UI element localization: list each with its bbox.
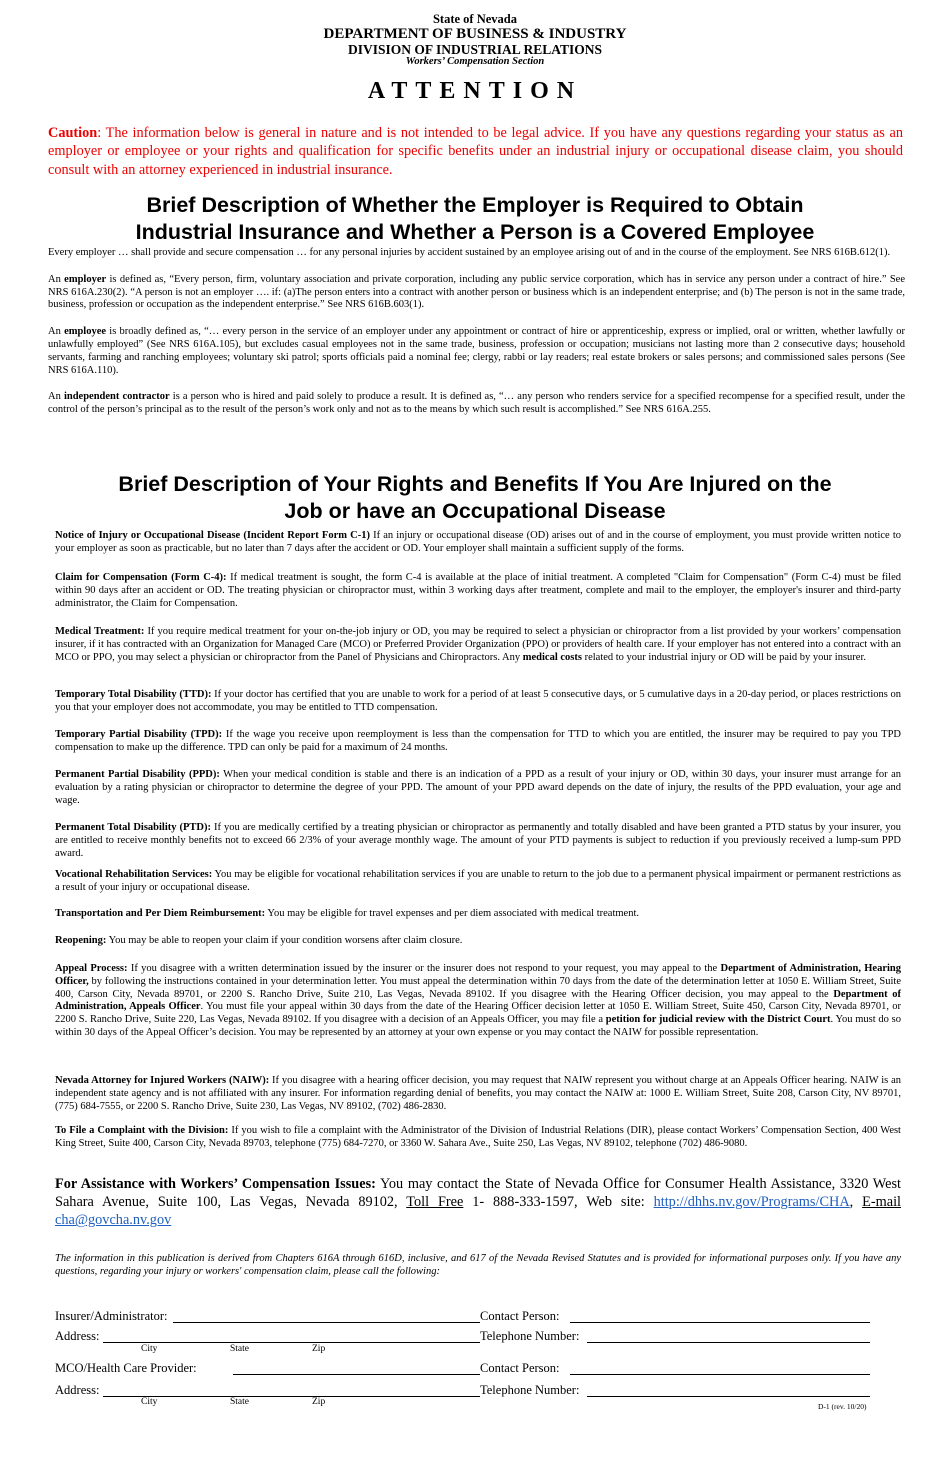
telephone-field-1[interactable] (587, 1342, 870, 1343)
employee-definition-paragraph: An employee is broadly defined as, “… every person in the service of an employer under any appointment or contract of hire or apprenticeship, express or implied, oral or written, whether lawfully or unlawfully employed” (See NRS 616A.105), but excludes casual employees not in the same trade, business, profession or occupation; musicians not lasting more than 2 consecutive days; household servants, farming and ranching employees; voluntary ski patrol; sports officials paid a nominal fee; clergy, rabbi or lay readers; real estate brokers or sales persons; and commissioned sales persons (See NRS 616A.110). (48, 326, 905, 376)
section1-title-line1: Brief Description of Whether the Employer is Required to Obtain (146, 193, 804, 217)
mco-label: MCO/Health Care Provider: (55, 1361, 197, 1375)
vocational-label: Vocational Rehabilitation Services: (55, 869, 213, 880)
state-heading: State of Nevada (432, 12, 517, 26)
employer-requirement-paragraph: Every employer … shall provide and secure compensation … for any personal injuries by accident sustained by an employee arising out of and in the course of the employment. See NRS 616B.612(1). (48, 247, 891, 258)
address-field-2[interactable] (103, 1396, 480, 1397)
appeal-process-paragraph: Appeal Process: If you disagree with a written determination issued by the insurer or the insurer does not respond to your request, you may appeal to the Department of Administration, Hearing Officer, by following the instructions contained in your determination letter. You must appeal the determination within 70 days from the date of the determination letter at 1050 E. William Street, Suite 400, Carson City, Nevada 89701, or 2200 S. Rancho Drive, Suite 210, Las Vegas, Nevada 89102. If you disagree with the Hearing Officer decision, you may appeal to the Department of Administration, Appeals Officer. You must file your appeal within 30 days from the date of the Hearing Officer decision letter at 1050 E. William Street, Suite 450, Carson City, Nevada 89701, or 2200 S. Rancho Drive, Suite 220, Las Vegas, Nevada 89102. If you disagree with a decision of an Appeals Officer, you may file a petition for judicial review with the District Court. You must do so within 30 days of the Appeal Officer’s decision. You may be represented by an attorney at your own expense or you may contact the NAIW for possible representation. (55, 963, 902, 1038)
notice-of-injury-paragraph: Notice of Injury or Occupational Disease (Incident Report Form C-1) If an injury or occupational disease (OD) arises out of and in the course of employment, you must provide written notice to your employer as soon as practicable, but no later than 7 days after the accident or OD. Your employer shall maintain a sufficient supply of the forms. (55, 530, 902, 554)
ppd-label: Permanent Partial Disability (PPD): (55, 769, 220, 780)
department-heading: DEPARTMENT OF BUSINESS & INDUSTRY (323, 26, 627, 42)
insurer-label: Insurer/Administrator: (55, 1309, 168, 1323)
address-row-2 (55, 1382, 870, 1398)
contact-person-field-2[interactable] (570, 1374, 870, 1375)
ppd-paragraph: Permanent Partial Disability (PPD): When your medical condition is stable and there is an indication of a PPD as a result of your injury or OD, within 30 days, your insurer must arrange for an evaluation by a rating physician or chiropractor to determine the degree of your PPD. The amount of your PPD award depends on the date of injury, the results of the PPD evaluation, your age and wage. (55, 769, 901, 806)
notice-label: Notice of Injury or Occupational Disease (Incident Report Form C-1) (55, 530, 370, 541)
medical-treatment-paragraph: Medical Treatment: If you require medical treatment for your on-the-job injury or OD, you may be required to select a physician or chiropractor from a list provided by your workers’ compensation insurer, if it has contracted with an Organization for Managed Care (MCO) or Preferred Provider Organization (PPO) or providers of health care. If your employer has not entered into a contract with an MCO or PPO, you may select a physician or chiropractor from the Panel of Physicians and Chiropractors. Any medical costs related to your industrial injury or OD will be paid by your insurer. (55, 626, 901, 663)
assistance-paragraph: For Assistance with Workers’ Compensation Issues: You may contact the State of Nevada Office for Consumer Health Assistance, 3320 West Sahara Avenue, Suite 100, Las Vegas, Nevada 89102, Toll Free 1- 888-333-1597, Web site: http://dhhs.nv.gov/Programs/CHA, E-mail cha@govcha.nv.gov (55, 1176, 902, 1229)
telephone-label-2: Telephone Number: (480, 1383, 580, 1397)
email-label: E-mail (862, 1194, 902, 1211)
caution-notice (48, 124, 903, 179)
employer-term: employer (64, 273, 107, 285)
mco-field[interactable] (233, 1374, 480, 1375)
section-heading: Workers’ Compensation Section (405, 56, 545, 67)
ttd-paragraph: Temporary Total Disability (TTD): If your doctor has certified that you are unable to work for a period of at least 5 consecutive days, or 5 cumulative days in a 20-day period, or places restrictions on you that your employer does not accommodate, you may be entitled to TTD compensation. (55, 689, 902, 713)
employee-term: employee (64, 326, 107, 338)
transportation-paragraph: Transportation and Per Diem Reimbursement: You may be eligible for travel expenses and per diem associated with medical treatment. (55, 908, 639, 919)
insurer-row (55, 1308, 870, 1324)
claim-paragraph: Claim for Compensation (Form C-4): If medical treatment is sought, the form C-4 is available at the place of initial treatment. A completed "Claim for Compensation" (Form C-4) must be filed within 90 days after an accident or OD. The treating physician or chiropractor must, within 3 working days after treatment, complete and mail to the employer, the employer's insurer and third-party administrator, the Claim for Compensation. (55, 572, 902, 609)
transportation-label: Transportation and Per Diem Reimbursement: (55, 908, 266, 919)
reopening-label: Reopening: (55, 935, 107, 946)
complaint-label: To File a Complaint with the Division: (55, 1125, 229, 1136)
telephone-label-1: Telephone Number: (480, 1329, 580, 1343)
ttd-label: Temporary Total Disability (TTD): (55, 689, 212, 700)
email-link[interactable]: cha@govcha.nv.gov (55, 1212, 172, 1229)
division-heading: DIVISION OF INDUSTRIAL RELATIONS (348, 42, 602, 57)
address-label-2: Address: (55, 1383, 100, 1397)
tpd-paragraph: Temporary Partial Disability (TPD): If the wage you receive upon reemployment is less than the compensation for TTD to which you are entitled, the insurer may be required to pay you TPD compensation to make up the difference. TPD can only be paid for a maximum of 24 months. (55, 729, 901, 753)
employer-definition-paragraph: An employer is defined as, “Every person, firm, voluntary association and private corporation, including any public service corporation, which has in service any person under a contract of hire.” See NRS 616A.230(2). “A person is not an employer …. if: (a)The person enters into a contract with another person or business which is an independent enterprise; and (b) The person is not in the same trade, business, profession or occupation as the independent enterprise.” See NRS 616B.603(1). (48, 273, 905, 311)
appeal-label: Appeal Process: (55, 963, 128, 974)
assistance-label: For Assistance with Workers’ Compensation Issues: (55, 1176, 376, 1192)
form-id: D-1 (rev. 10/20) (818, 1402, 867, 1411)
address-row-1 (55, 1328, 870, 1344)
vocational-paragraph: Vocational Rehabilitation Services: You may be eligible for vocational rehabilitation services if you are unable to return to the job due to a permanent physical impairment or permanent restrictions as a result of your injury or occupational disease. (55, 869, 901, 893)
toll-free-label: Toll Free (406, 1194, 464, 1211)
ptd-paragraph: Permanent Total Disability (PTD): If you are medically certified by a treating physician or chiropractor as permanently and totally disabled and have been granted a PTD status by your insurer, you are entitled to receive monthly benefits not to exceed 66 2/3% of your average monthly wage. The amount of your PTD payments is subject to reduction if you previously received a lump-sum PPD award. (55, 822, 901, 859)
caution-label: Caution (48, 125, 98, 141)
section1-title-line2: Industrial Insurance and Whether a Person is a Covered Employee (135, 220, 815, 244)
website-link[interactable]: http://dhhs.nv.gov/Programs/CHA (653, 1194, 850, 1211)
contractor-term: independent contractor (63, 391, 170, 403)
complaint-paragraph: To File a Complaint with the Division: If you wish to file a complaint with the Administrator of the Division of Industrial Relations (DIR), please contact Workers’ Compensation Section, 400 West King Street, Suite 400, Carson City, Nevada 89703, telephone (775) 684-7270, or 3360 W. Sahara Ave., Suite 250, Las Vegas, NV 89102, telephone (702) 486-9080. (55, 1125, 901, 1149)
contact-person-label-2: Contact Person: (480, 1361, 560, 1375)
state-caption-2: State (230, 1397, 249, 1407)
medical-label: Medical Treatment: (55, 626, 145, 637)
state-caption-1: State (230, 1344, 249, 1354)
naiw-label: Nevada Attorney for Injured Workers (NAIW): (55, 1075, 270, 1086)
contact-person-field-1[interactable] (570, 1322, 870, 1323)
contact-person-label-1: Contact Person: (480, 1309, 560, 1323)
ptd-label: Permanent Total Disability (PTD): (55, 822, 211, 833)
telephone-field-2[interactable] (587, 1396, 870, 1397)
city-caption-1: City (141, 1344, 158, 1354)
city-caption-2: City (141, 1397, 158, 1407)
naiw-paragraph: Nevada Attorney for Injured Workers (NAIW): If you disagree with a hearing officer decision, you may request that NAIW represent you without charge at an Appeals Officer hearing. NAIW is an independent state agency and is not affiliated with any insurer. For information regarding denial of benefits, you may contact the NAIW at: 1000 E. William Street, Suite 208, Carson City, NV 89701, (775) 684-7555, or 2200 S. Rancho Drive, Suite 230, Las Vegas, NV 89102, (702) 486-2830. (55, 1075, 901, 1112)
caution-text: : The information below is general in nature and is not intended to be legal advice. If you have any questions regarding your status as an employer or employee or your rights and qualification for specific benefits under an industrial injury or occupational disease claim, you should consult with an attorney experienced in industrial insurance. (48, 125, 903, 178)
zip-caption-1: Zip (312, 1344, 326, 1354)
insurer-field[interactable] (173, 1322, 480, 1323)
zip-caption-2: Zip (312, 1397, 326, 1407)
reopening-paragraph: Reopening: You may be able to reopen your claim if your condition worsens after claim closure. (55, 935, 463, 946)
section2-title-line1: Brief Description of Your Rights and Benefits If You Are Injured on the (118, 472, 832, 496)
mco-row (55, 1360, 870, 1376)
address-field-1[interactable] (103, 1342, 480, 1343)
attention-title: ATTENTION (367, 78, 583, 104)
section1-body (48, 247, 905, 431)
address-label-1: Address: (55, 1329, 100, 1343)
tpd-label: Temporary Partial Disability (TPD): (55, 729, 223, 740)
disclaimer-text: The information in this publication is derived from Chapters 616A through 616D, inclusive, and 617 of the Nevada Revised Statutes and is provided for informational purposes only. If you have any questions, regarding your injury or workers' compensation claim, please call the following: (55, 1253, 901, 1277)
claim-label: Claim for Compensation (Form C-4): (55, 572, 227, 583)
medical-costs-term: medical costs (522, 651, 582, 663)
section2-title-line2: Job or have an Occupational Disease (284, 499, 666, 523)
section2-title (80, 471, 870, 525)
contractor-definition-paragraph: An independent contractor is a person who is hired and paid solely to produce a result. It is defined as, “… any person who renders service for a specified recompense for a specified result, under the control of the person’s principal as to the result of the person’s work only and not as to the means by which such result is accomplished.” See NRS 616A.255. (48, 391, 905, 416)
section1-title (80, 192, 870, 246)
